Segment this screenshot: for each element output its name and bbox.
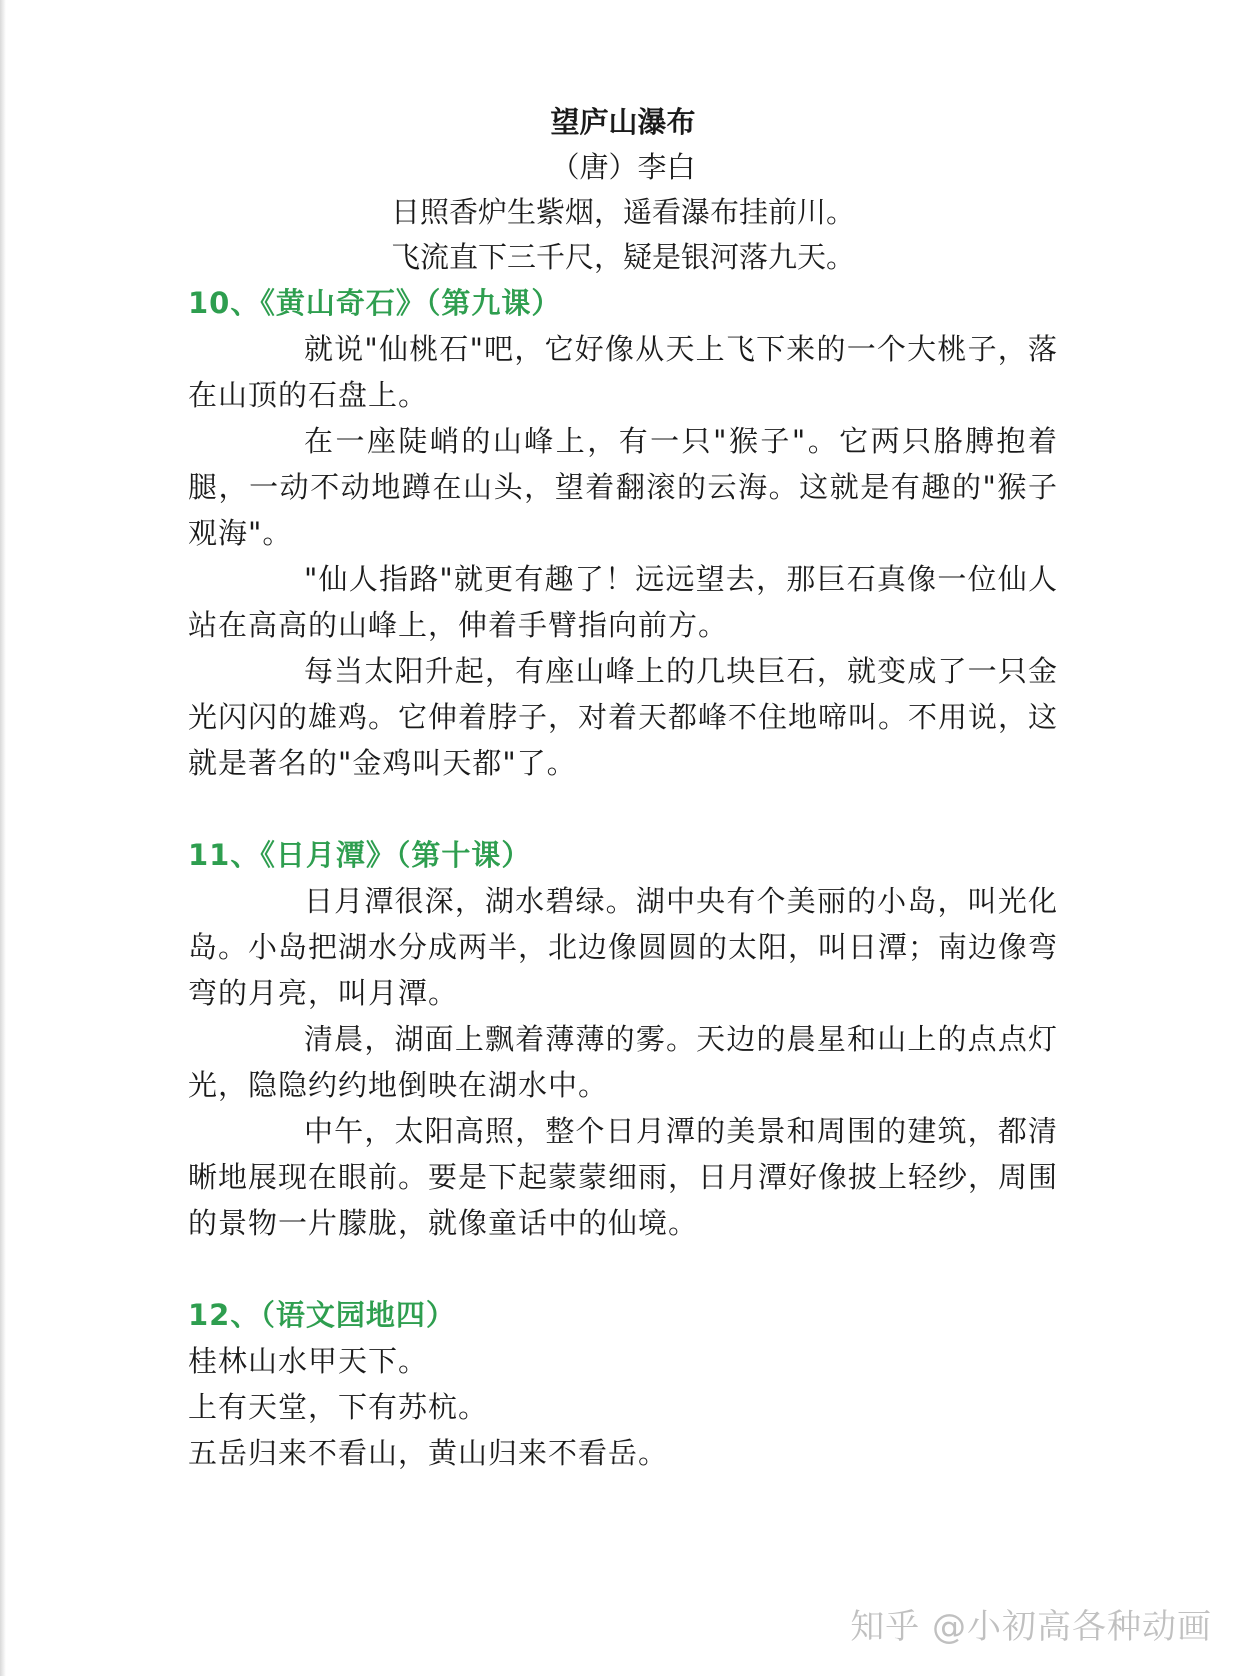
paragraph: 中午，太阳高照，整个日月潭的美景和周围的建筑，都清晰地展现在眼前。要是下起蒙蒙细雨，日月潭好像披上轻纱，周围的景物一片朦胧，就像童话中的仙境。 bbox=[188, 1114, 1059, 1240]
proverb-line: 上有天堂，下有苏杭。 bbox=[188, 1390, 489, 1424]
section-title-riyuetan: 11、《日月潭》（第十课） bbox=[188, 838, 532, 872]
poem-author: （唐）李白 bbox=[550, 150, 696, 184]
poem-line: 日照香炉生紫烟，遥看瀑布挂前川。 bbox=[390, 195, 855, 229]
page-edge-shadow bbox=[0, 0, 6, 1676]
watermark: 知乎 @小初高各种动画 bbox=[850, 1607, 1212, 1647]
paragraph: 就说"仙桃石"吧，它好像从天上飞下来的一个大桃子，落在山顶的石盘上。 bbox=[188, 332, 1058, 412]
proverb-line: 五岳归来不看山，黄山归来不看岳。 bbox=[188, 1436, 669, 1470]
document-content bbox=[188, 100, 1058, 1476]
poem-block bbox=[188, 100, 1058, 280]
section-title-huangshan: 10、《黄山奇石》（第九课） bbox=[188, 286, 562, 320]
paragraph: 每当太阳升起，有座山峰上的几块巨石，就变成了一只金光闪闪的雄鸡。它伸着脖子，对着天都峰不住地啼叫。不用说，这就是著名的"金鸡叫天都"了。 bbox=[188, 654, 1059, 780]
section-spacer bbox=[188, 786, 1058, 832]
section-title-yuwen-yuandi: 12、（语文园地四） bbox=[188, 1298, 456, 1332]
proverb-line: 桂林山水甲天下。 bbox=[188, 1344, 429, 1378]
section-spacer bbox=[188, 1246, 1058, 1292]
paragraph: 日月潭很深，湖水碧绿。湖中央有个美丽的小岛，叫光化岛。小岛把湖水分成两半，北边像圆圆的太阳，叫日潭；南边像弯弯的月亮，叫月潭。 bbox=[188, 884, 1059, 1010]
poem-title: 望庐山瀑布 bbox=[550, 105, 696, 139]
paragraph: "仙人指路"就更有趣了！远远望去，那巨石真像一位仙人站在高高的山峰上，伸着手臂指向前方。 bbox=[188, 562, 1058, 642]
poem-line: 飞流直下三千尺，疑是银河落九天。 bbox=[390, 240, 855, 274]
paragraph: 在一座陡峭的山峰上，有一只"猴子"。它两只胳膊抱着腿，一动不动地蹲在山头，望着翻滚的云海。这就是有趣的"猴子观海"。 bbox=[188, 424, 1058, 550]
paragraph: 清晨，湖面上飘着薄薄的雾。天边的晨星和山上的点点灯光，隐隐约约地倒映在湖水中。 bbox=[188, 1022, 1058, 1102]
